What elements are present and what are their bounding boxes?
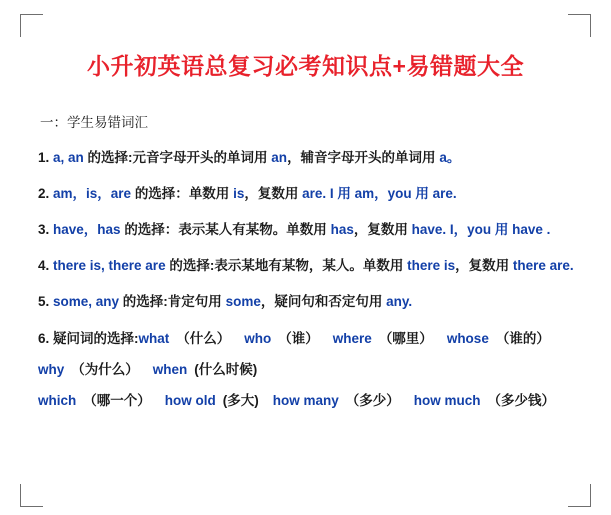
question-word-cn: (多大) bbox=[222, 393, 259, 408]
item-label: 的选择： bbox=[124, 222, 179, 237]
item-number: 3. bbox=[38, 222, 54, 237]
question-word-en: how many bbox=[272, 393, 339, 408]
item-number: 1. bbox=[38, 150, 54, 165]
question-word-en: who bbox=[244, 331, 272, 346]
item-text-segment: is bbox=[233, 186, 245, 201]
item-label: 的选择: bbox=[87, 150, 133, 165]
question-word-en: what bbox=[138, 331, 170, 346]
item-text-segment: 元音字母开头的单词用 bbox=[132, 150, 272, 165]
item-text-segment: are. I 用 am，you 用 are. bbox=[302, 186, 457, 201]
item-text-segment: 肯定句用 bbox=[167, 294, 226, 309]
item-label: 的选择: bbox=[169, 258, 215, 273]
vocabulary-item bbox=[38, 217, 575, 243]
question-word-cn: （什么） bbox=[176, 331, 231, 346]
question-words-lead: 疑问词的选择: bbox=[53, 331, 139, 346]
question-word-en: where bbox=[332, 331, 372, 346]
item-number: 4. bbox=[38, 258, 54, 273]
vocabulary-list bbox=[36, 145, 575, 315]
item-text-segment: there are. bbox=[512, 258, 574, 273]
question-word-cn: （哪一个） bbox=[83, 393, 151, 408]
item-text-segment: ，复数用 bbox=[455, 258, 513, 273]
item-number: 6. bbox=[38, 331, 54, 346]
item-label: 的选择： bbox=[134, 186, 189, 201]
question-word-en: how old bbox=[164, 393, 216, 408]
vocabulary-item bbox=[38, 253, 575, 279]
page-title: 小升初英语总复习必考知识点+易错题大全 bbox=[87, 53, 524, 79]
item-text-segment: 表示某人有某物。单数用 bbox=[178, 222, 331, 237]
item-number: 5. bbox=[38, 294, 54, 309]
question-word-cn: （多少钱） bbox=[487, 393, 556, 408]
question-word-row bbox=[38, 387, 575, 414]
item-term: am，is，are bbox=[53, 186, 135, 201]
question-word-cn: （多少） bbox=[345, 393, 400, 408]
question-word-en: when bbox=[152, 362, 188, 377]
item-text-segment: a。 bbox=[439, 150, 461, 165]
question-word-en: why bbox=[38, 362, 65, 377]
item-term: there is, there are bbox=[53, 258, 170, 273]
item-text-segment: some bbox=[225, 294, 261, 309]
item-text-segment: ，疑问句和否定句用 bbox=[260, 294, 387, 309]
vocabulary-item bbox=[38, 289, 575, 315]
item-text-segment: 表示某地有某物，某人。单数用 bbox=[214, 258, 408, 273]
question-word-cn: (什么时候) bbox=[194, 362, 258, 377]
item-text-segment: have. I，you 用 have . bbox=[411, 222, 551, 237]
question-word-en: which bbox=[38, 393, 77, 408]
question-word-en: whose bbox=[446, 331, 489, 346]
item-term: some, any bbox=[53, 294, 123, 309]
question-word-cn: （为什么） bbox=[71, 362, 139, 377]
question-word-row bbox=[38, 325, 575, 352]
item-text-segment: an bbox=[271, 150, 288, 165]
item-text-segment: ，复数用 bbox=[244, 186, 303, 201]
item-term: have，has bbox=[53, 222, 125, 237]
item-text-segment: there is bbox=[407, 258, 456, 273]
question-word-cn: （谁的） bbox=[495, 331, 550, 346]
vocabulary-item bbox=[38, 145, 575, 171]
item-text-segment: 单数用 bbox=[188, 186, 234, 201]
item-label: 的选择: bbox=[122, 294, 168, 309]
question-word-cn: （哪里） bbox=[378, 331, 433, 346]
item-term: a, an bbox=[53, 150, 88, 165]
section-heading: 一：学生易错词汇 bbox=[40, 115, 148, 130]
item-text-segment: ，辅音字母开头的单词用 bbox=[287, 150, 440, 165]
item-number: 2. bbox=[38, 186, 54, 201]
vocabulary-item bbox=[38, 181, 575, 207]
item-text-segment: any. bbox=[386, 294, 413, 309]
document-body bbox=[36, 24, 575, 507]
item-text-segment: ，复数用 bbox=[353, 222, 412, 237]
question-word-en: how much bbox=[413, 393, 481, 408]
question-word-row bbox=[38, 356, 575, 383]
question-word-cn: （谁） bbox=[278, 331, 319, 346]
item-text-segment: has bbox=[330, 222, 354, 237]
question-words-block bbox=[36, 325, 575, 414]
